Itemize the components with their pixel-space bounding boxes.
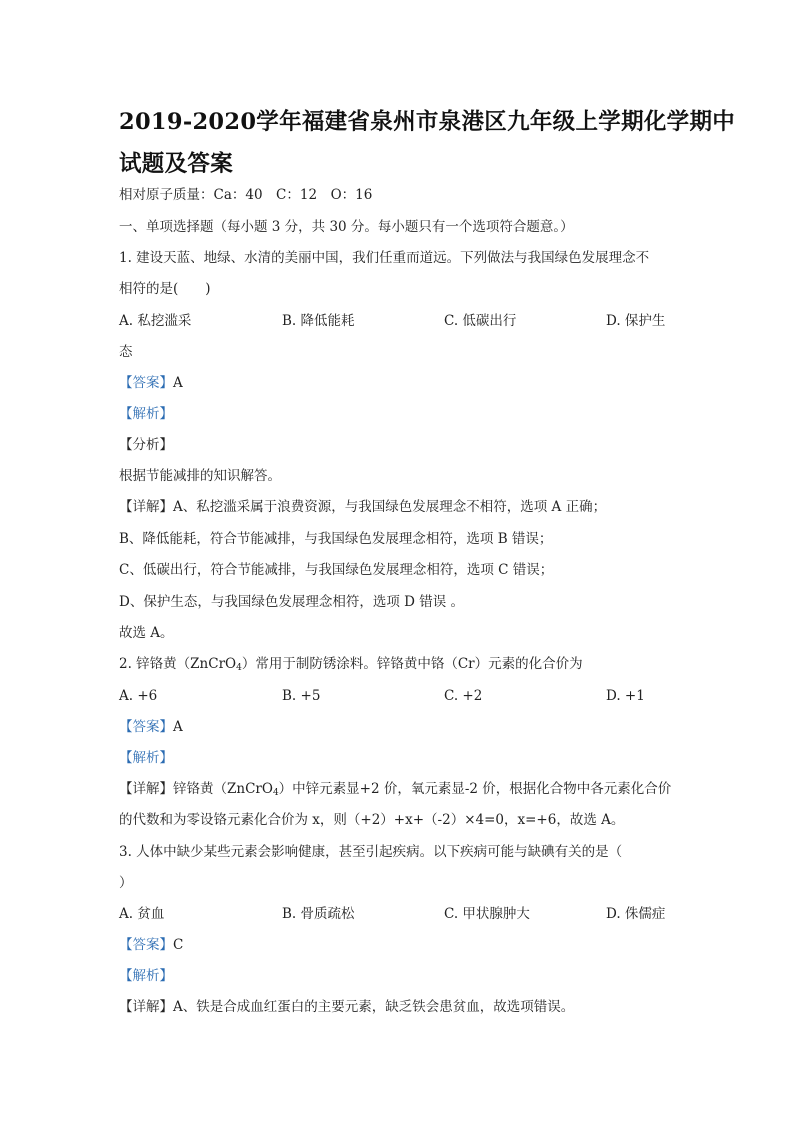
q1-option-a: A. 私挖滥采 [119, 313, 192, 329]
q2-option-b: B. +5 [282, 688, 321, 704]
q3-stem-line2: ） [119, 875, 133, 891]
q3-option-c: C. 甲状腺肿大 [444, 906, 530, 922]
q1-detail-b: B、降低能耗，符合节能减排，与我国绿色发展理念相符，选项 B 错误； [119, 531, 553, 547]
q2-answer: 【答案】A [119, 719, 183, 735]
q3-option-a: A. 贫血 [119, 906, 165, 922]
q1-conclusion: 故选 A。 [119, 625, 174, 641]
q2-stem: 2. 锌铬黄（ZnCrO$_4$）常用于制防锈涂料。锌铬黄中铬（Cr）元素的化合价为 [119, 656, 583, 673]
atomic-mass-note: 相对原子质量：Ca：40 C：12 O：16 [119, 187, 373, 203]
q2-answer-value: A [173, 719, 183, 735]
q1-answer [119, 374, 183, 392]
q3-detail-a: 【详解】A、铁是合成血红蛋白的主要元素，缺乏铁会患贫血，故选项错误。 [119, 999, 575, 1015]
q2-option-a: A. +6 [119, 688, 158, 704]
q1-answer-value: A [173, 375, 183, 391]
q1-option-d: D. 保护生 [606, 313, 666, 329]
q1-detail-d: D、保护生态，与我国绿色发展理念相符，选项 D 错误 。 [119, 594, 465, 610]
q3-analysis-tag: 【解析】 [119, 968, 173, 984]
q3-answer: 【答案】C [119, 937, 184, 953]
q3-answer-value: C [173, 937, 184, 953]
q1-option-c: C. 低碳出行 [444, 313, 517, 329]
q2-option-c: C. +2 [444, 688, 483, 704]
q1-fenxi-text: 根据节能减排的知识解答。 [119, 468, 281, 484]
q1-detail-a: 【详解】A、私挖滥采属于浪费资源，与我国绿色发展理念不相符，选项 A 正确； [119, 499, 607, 515]
q1-option-d-cont: 态 [119, 344, 133, 360]
document-title-line1: 2019-2020学年福建省泉州市泉港区九年级上学期化学期中 [119, 109, 736, 135]
q1-analysis-tag: 【解析】 [119, 406, 173, 422]
q1-detail-c: C、低碳出行，符合节能减排，与我国绿色发展理念相符，选项 C 错误； [119, 562, 554, 578]
q3-option-d: D. 侏儒症 [606, 906, 666, 922]
q1-stem-line1: 1. 建设天蓝、地绿、水清的美丽中国，我们任重而道远。下列做法与我国绿色发展理念不 [119, 250, 650, 266]
section-heading: 一、单项选择题（每小题 3 分，共 30 分。每小题只有一个选项符合题意。） [119, 219, 574, 235]
q1-option-b: B. 降低能耗 [282, 313, 355, 329]
answer-tag: 【答案】 [119, 375, 173, 391]
document-title-line2: 试题及答案 [119, 151, 234, 177]
q1-fenxi-tag: 【分析】 [119, 437, 173, 453]
q1-stem-line2: 相符的是( ) [119, 281, 211, 297]
q2-detail-line1: 【详解】锌铬黄（ZnCrO$_4$）中锌元素显+2 价，氧元素显-2 价，根据化合物中各元素化合价 [119, 781, 672, 798]
q2-analysis-tag: 【解析】 [119, 750, 173, 766]
detail-tag: 【详解】 [119, 499, 173, 515]
q3-option-b: B. 骨质疏松 [282, 906, 355, 922]
q3-stem-line1: 3. 人体中缺少某些元素会影响健康，甚至引起疾病。以下疾病可能与缺碘有关的是（ [119, 844, 623, 860]
q2-detail-line2: 的代数和为零设铬元素化合价为 x，则（+2）+x+（-2）×4=0，x=+6，故选 A。 [119, 812, 625, 828]
q2-option-d: D. +1 [606, 688, 645, 704]
